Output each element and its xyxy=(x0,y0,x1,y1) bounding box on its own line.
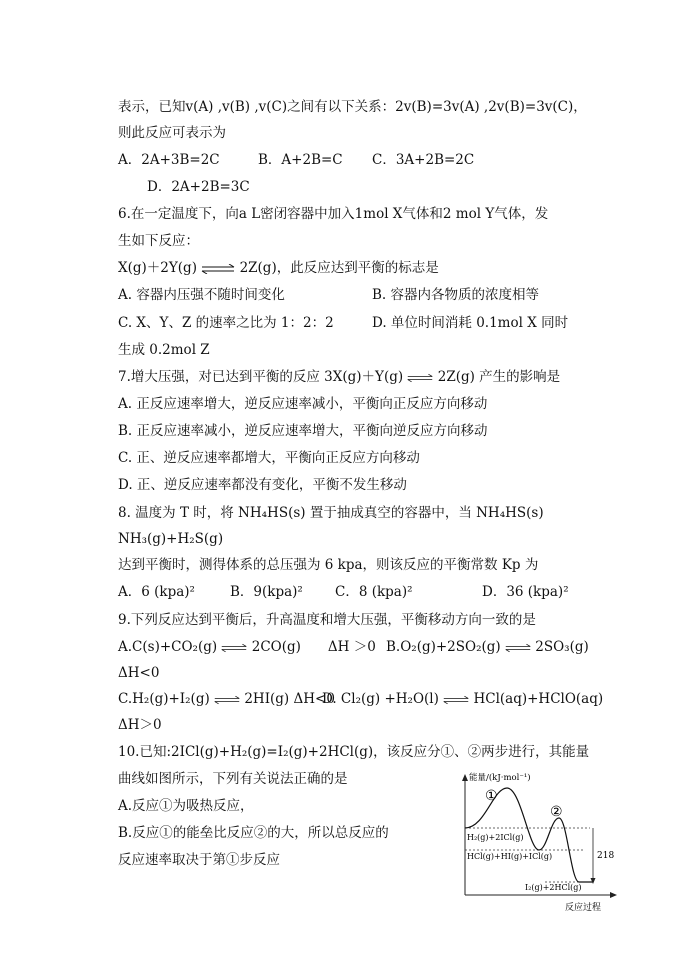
q9-a-left: A.C(s)+CO₂(g) xyxy=(118,639,218,655)
q9-b-right: 2SO₃(g) xyxy=(535,639,589,655)
q6-option-a: A. 容器内压强不随时间变化 xyxy=(118,287,285,303)
q9-b-delta: ΔH<0 xyxy=(118,665,160,681)
level-label-1: H₂(g)+2ICl(g) xyxy=(467,833,524,842)
q9-option-d xyxy=(322,690,603,708)
q9-c-left: C.H₂(g)+I₂(g) xyxy=(118,691,210,707)
q10-option-b-line1: B.反应①的能垒比反应②的大，所以总反应的 xyxy=(118,825,389,841)
q9-d-right: HCl(aq)+HClO(aq) xyxy=(473,691,604,707)
y-axis-arrow-icon xyxy=(462,774,468,781)
y-axis-label: 能量/(kJ·mol⁻¹) xyxy=(469,773,531,783)
q9-a-right: 2CO(g) ΔH ＞0 xyxy=(251,639,376,655)
equilibrium-arrow-icon xyxy=(214,695,240,705)
q8-option-a: A．6 (kpa)² xyxy=(118,584,195,600)
q9-c-right: 2HI(g) ΔH<0 xyxy=(244,691,335,707)
step-2-label: ② xyxy=(550,804,563,820)
q9-stem: 9.下列反应达到平衡后，升高温度和增大压强，平衡移动方向一致的是 xyxy=(118,612,536,628)
equilibrium-arrow-icon xyxy=(443,695,469,705)
q6-stem-line1: 6.在一定温度下，向a L密闭容器中加入1mol X气体和2 mol Y气体，发 xyxy=(118,206,549,222)
q5-stem-line2: 则此反应可表示为 xyxy=(118,125,226,141)
q9-option-c xyxy=(118,690,335,708)
step-1-label: ① xyxy=(485,788,498,804)
q7-option-b: B. 正反应速率减小，逆反应速率增大，平衡向逆反应方向移动 xyxy=(118,423,488,439)
equilibrium-arrow-icon xyxy=(221,643,247,653)
q6-option-d: D. 单位时间消耗 0.1mol X 同时 xyxy=(372,315,569,331)
q8-option-b: B．9(kpa)² xyxy=(230,584,303,600)
q10-option-a: A.反应①为吸热反应， xyxy=(118,798,254,814)
q6-option-b: B. 容器内各物质的浓度相等 xyxy=(372,287,540,303)
q7-stem-b: 2Z(g) 产生的影响是 xyxy=(437,369,561,385)
delta-value: 218 xyxy=(597,851,615,861)
q7-option-a: A. 正反应速率增大，逆反应速率减小，平衡向正反应方向移动 xyxy=(118,396,488,412)
level-label-2: HCl(g)+HI(g)+ICl(g) xyxy=(467,852,553,861)
q6-equation xyxy=(118,259,439,277)
x-axis-arrow-icon xyxy=(610,892,617,898)
q8-option-d: D．36 (kpa)² xyxy=(482,584,569,600)
energy-profile-diagram xyxy=(455,770,625,920)
q7-stem xyxy=(118,368,560,386)
q6-option-d-cont: 生成 0.2mol Z xyxy=(118,342,210,358)
x-axis-label: 反应过程 xyxy=(565,903,602,913)
q5-option-a: A．2A+3B=2C xyxy=(118,152,220,168)
q10-option-b-line2: 反应速率取决于第①步反应 xyxy=(118,852,280,868)
q9-option-b xyxy=(386,638,589,656)
q6-option-c: C. X、Y、Z 的速率之比为 1：2：2 xyxy=(118,315,334,331)
q6-eq-left: X(g)＋2Y(g) xyxy=(118,260,197,276)
q6-stem-line2: 生如下反应： xyxy=(118,233,199,249)
q7-option-d: D. 正、逆反应速率都没有变化，平衡不发生移动 xyxy=(118,477,407,493)
level-label-3: I₂(g)+2HCl(g) xyxy=(525,883,582,892)
q8-stem-line2: NH₃(g)+H₂S(g) xyxy=(118,531,224,547)
q10-stem-line2: 曲线如图所示，下列有关说法正确的是 xyxy=(118,771,348,787)
q8-stem-line1: 8. 温度为 T 时，将 NH₄HS(s) 置于抽成真空的容器中，当 NH₄HS(s) xyxy=(118,505,544,521)
q8-stem-line3: 达到平衡时，测得体系的总压强为 6 kpa，则该反应的平衡常数 Kp 为 xyxy=(118,557,539,573)
q6-eq-right: 2Z(g)，此反应达到平衡的标志是 xyxy=(239,260,439,276)
equilibrium-arrow-icon xyxy=(201,264,235,274)
q5-option-b: B．A+2B=C xyxy=(258,152,343,168)
equilibrium-arrow-icon xyxy=(505,643,531,653)
q5-stem-line1: 表示，已知v(A) ,v(B) ,v(C)之间有以下关系：2v(B)=3v(A) ,2v(B)=3v(C)， xyxy=(118,99,587,115)
q9-b-left: B.O₂(g)+2SO₂(g) xyxy=(386,639,501,655)
equilibrium-arrow-icon xyxy=(407,373,433,383)
q9-d-delta: ΔH＞0 xyxy=(118,717,162,733)
q7-option-c: C. 正、逆反应速率都增大，平衡向正反应方向移动 xyxy=(118,450,420,466)
delta-arrow-head-icon xyxy=(591,878,596,884)
q8-option-c: C．8 (kpa)² xyxy=(335,584,413,600)
q5-option-d: D．2A+2B=3C xyxy=(147,179,250,195)
q5-option-c: C．3A+2B=2C xyxy=(372,152,475,168)
q9-d-left: D. Cl₂(g) +H₂O(l) xyxy=(322,691,439,707)
q9-option-a xyxy=(118,638,376,656)
q10-stem-line1: 10.已知:2ICl(g)+H₂(g)=I₂(g)+2HCl(g)，该反应分①、②两步进行，其能量 xyxy=(118,744,590,760)
q7-stem-a: 7.增大压强，对已达到平衡的反应 3X(g)＋Y(g) xyxy=(118,369,404,385)
